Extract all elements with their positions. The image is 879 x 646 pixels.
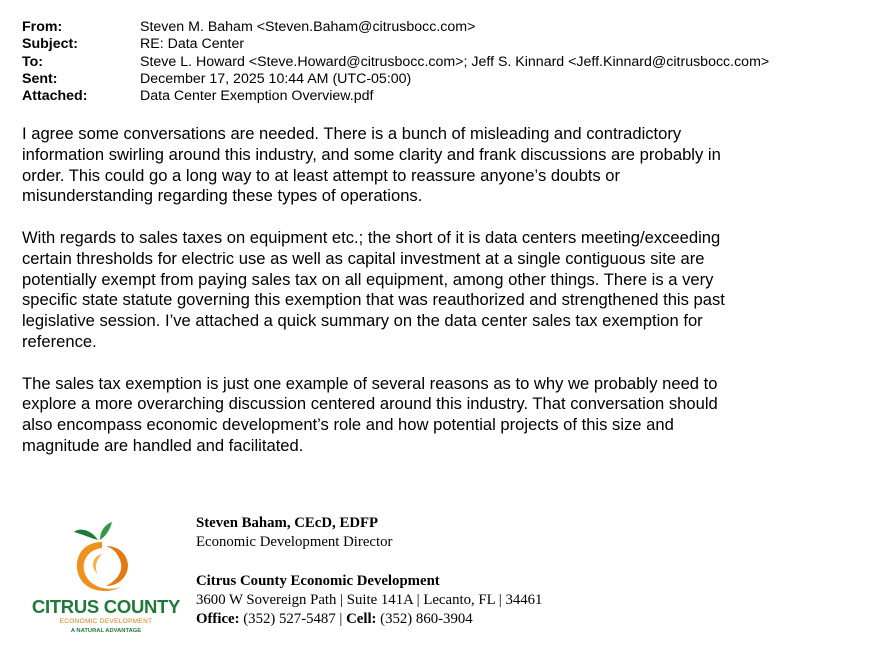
from-value[interactable]: Steven M. Baham <Steven.Baham@citrusbocc.com>	[140, 19, 476, 35]
from-row	[22, 19, 769, 36]
sent-row	[22, 71, 769, 88]
sent-label: Sent:	[22, 70, 58, 87]
sent-value: December 17, 2025 10:44 AM (UTC-05:00)	[140, 70, 412, 87]
body-paragraph: I agree some conversations are needed. There is a bunch of misleading and contradictory information swirling around this industry, and some clarity and frank discussions are probably in order. This could go a long way to at least attempt to reassure anyone’s doubts or misunderstanding regarding these types of operations.	[22, 124, 721, 206]
subject-label: Subject:	[22, 36, 78, 53]
signature-title: Economic Development Director	[196, 534, 393, 551]
office-phone[interactable]: (352) 527-5487 |	[239, 611, 347, 627]
email-body	[22, 124, 822, 478]
office-label: Office:	[196, 611, 240, 627]
to-label: To:	[22, 53, 44, 70]
signature-org: Citrus County Economic Development	[196, 572, 440, 589]
body-paragraph: The sales tax exemption is just one example of several reasons as to why we probably need to explore a more overarching discussion centered around this industry. That conversation should also encompass economic development’s role and how potential projects of this size and magnitude are handled and facilitated.	[22, 373, 718, 455]
to-value[interactable]: Steve L. Howard <Steve.Howard@citrusbocc.com>; Jeff S. Kinnard <Jeff.Kinnard@citrusbocc.com>	[140, 53, 770, 70]
orange-leaf-icon	[28, 522, 184, 598]
body-paragraph: With regards to sales taxes on equipment etc.; the short of it is data centers meeting/exceeding certain thresholds for electric use as well as capital investment at a single contiguous site are potentially exempt from paying sales tax on all equipment, among other things. There is a very specific state statute governing this exemption that was reauthorized and strengthened this past legislative session. I’ve attached a quick summary on the data center sales tax exemption for reference.	[22, 227, 725, 351]
signature-address: 3600 W Sovereign Path | Suite 141A | Lecanto, FL | 34461	[196, 591, 543, 608]
subject-value: RE: Data Center	[140, 36, 245, 53]
from-label: From:	[22, 19, 63, 35]
attached-row	[22, 88, 769, 105]
citrus-county-logo	[28, 522, 186, 638]
logo-tagline: A NATURAL ADVANTAGE	[70, 628, 142, 634]
signature-block	[196, 514, 542, 629]
cell-phone[interactable]: (352) 860-3904	[376, 611, 473, 627]
signature-phones	[196, 610, 542, 629]
cell-label: Cell:	[346, 611, 377, 627]
logo-name: CITRUS COUNTY	[31, 596, 181, 617]
signature-gap	[196, 552, 542, 571]
to-row	[22, 54, 769, 71]
signature-name: Steven Baham, CEcD, EDFP	[196, 515, 379, 531]
subject-row	[22, 36, 769, 53]
attachment-link[interactable]: Data Center Exemption Overview.pdf	[140, 88, 374, 105]
attached-label: Attached:	[22, 88, 88, 105]
logo-subtitle: ECONOMIC DEVELOPMENT	[59, 618, 153, 625]
email-header	[22, 19, 769, 105]
